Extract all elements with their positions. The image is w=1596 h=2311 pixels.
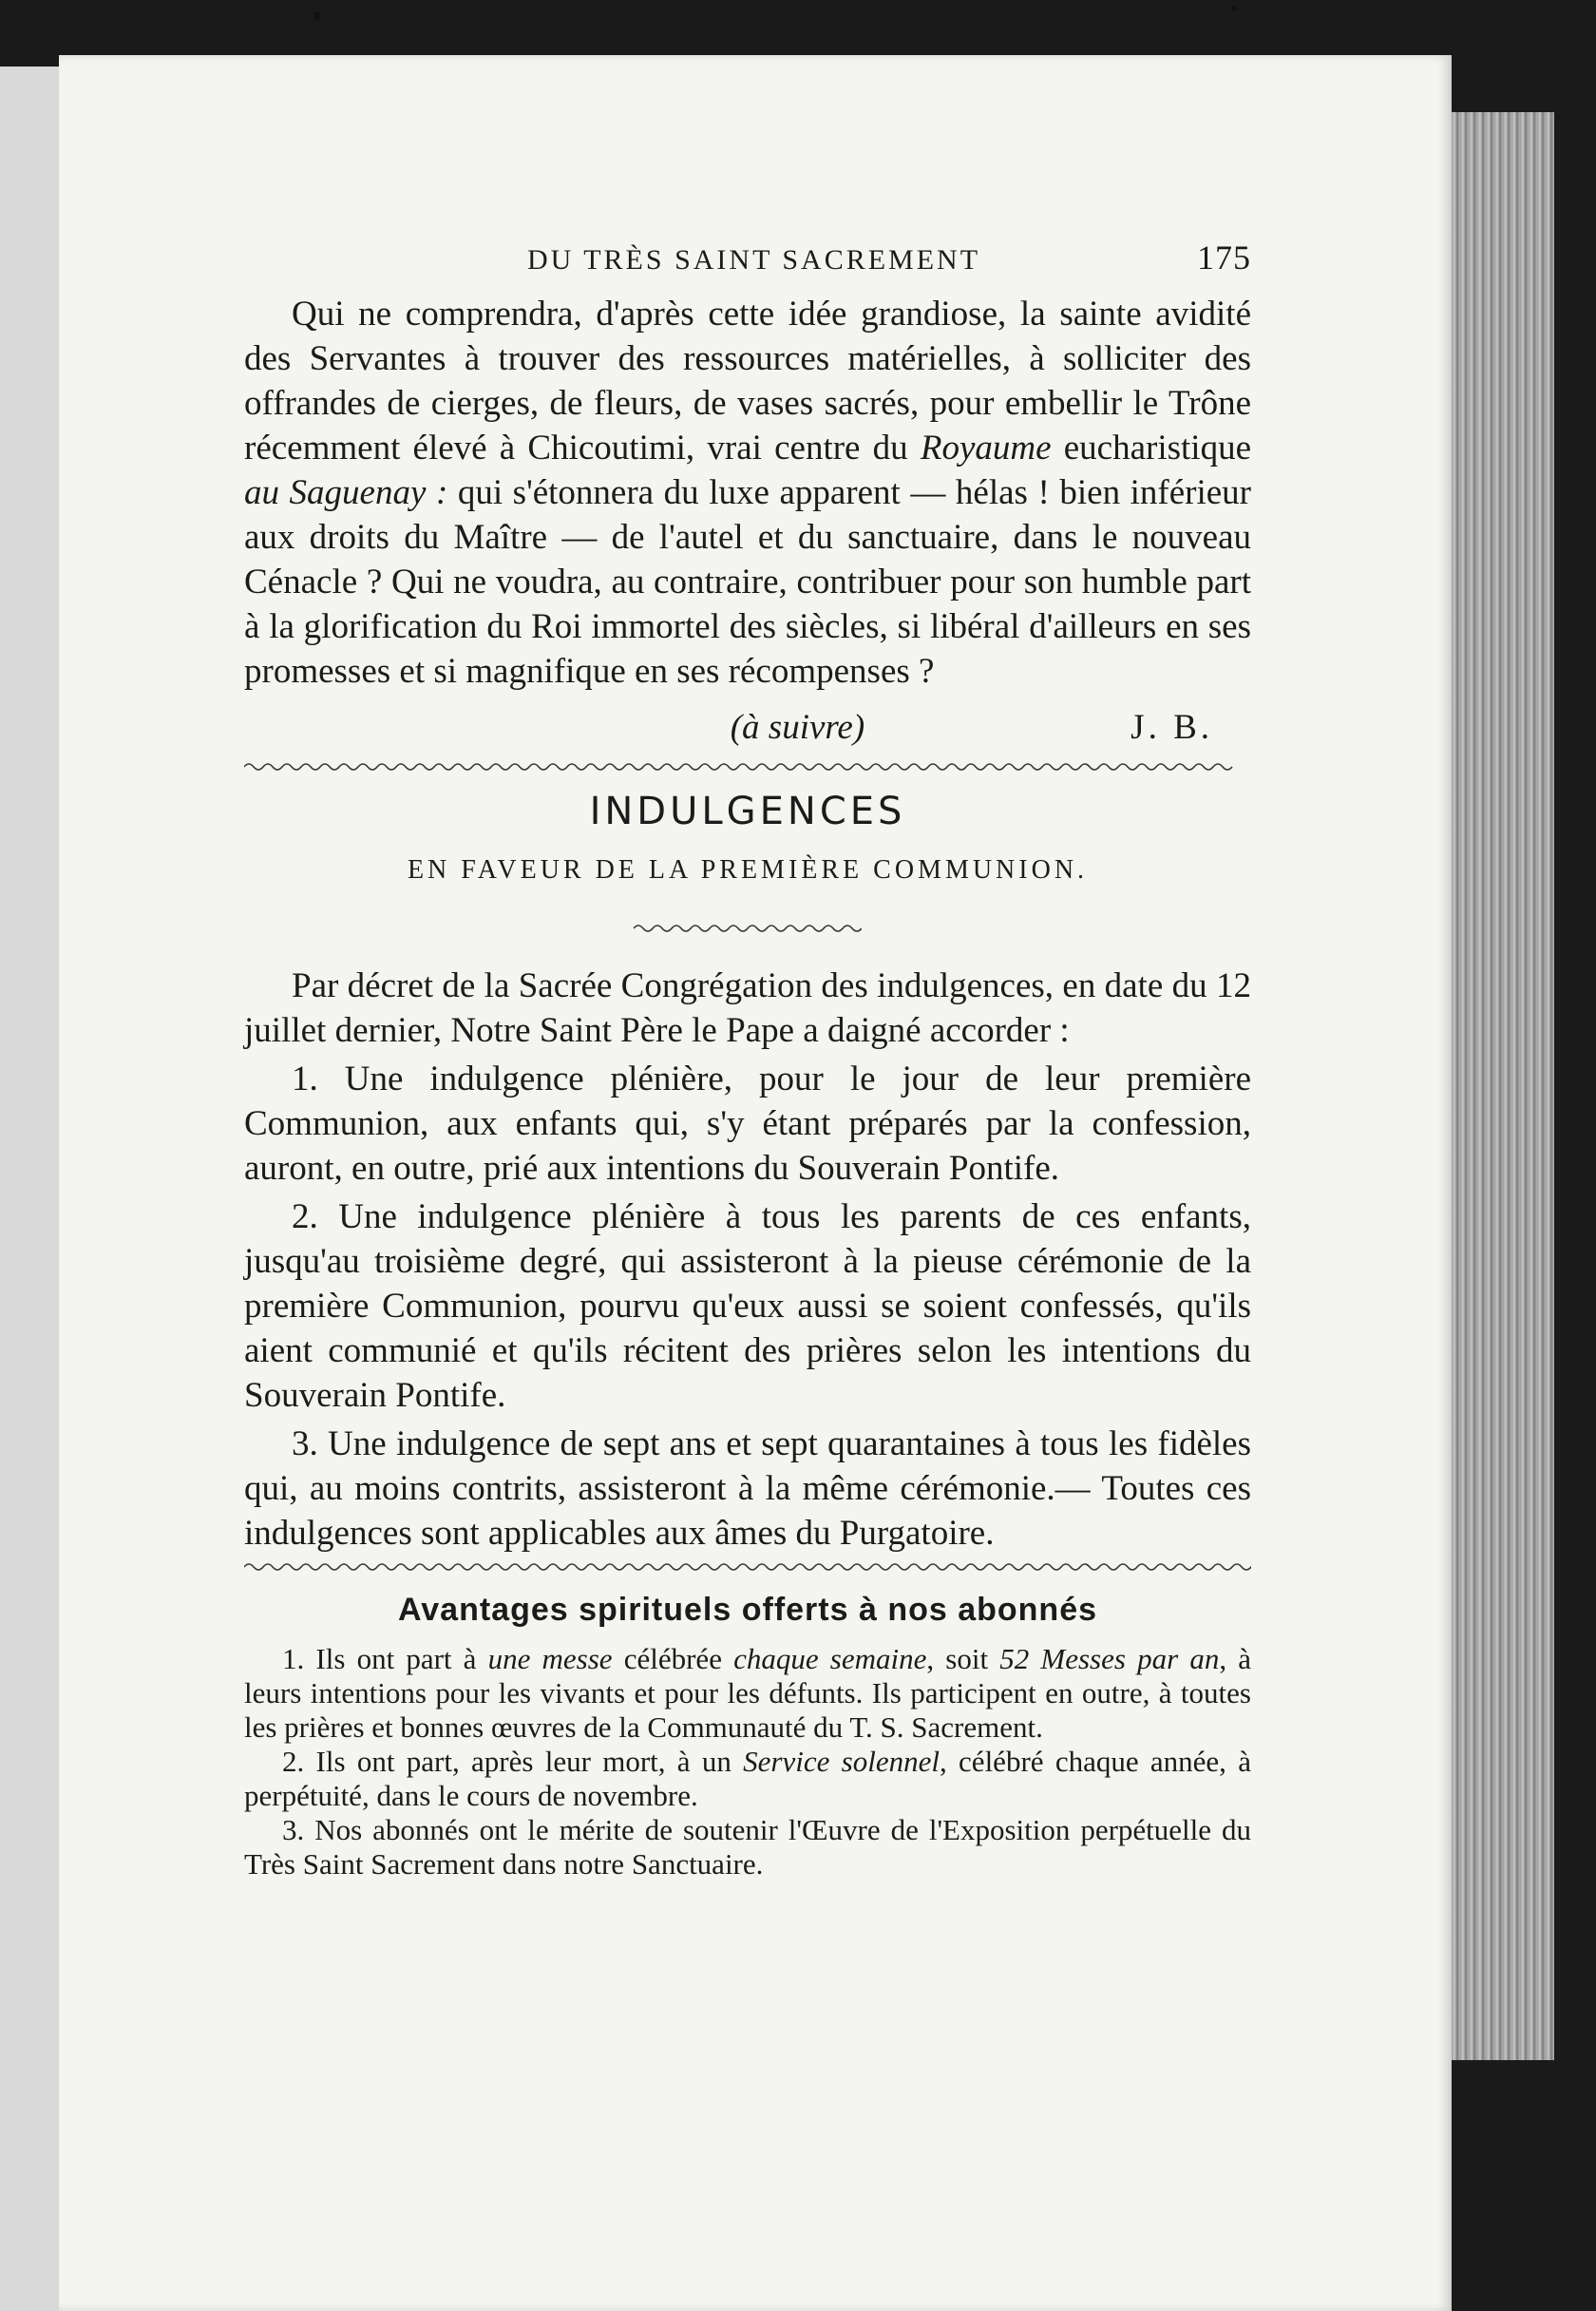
avantage-2-em-b: Service solennel <box>743 1745 940 1778</box>
avantage-1-em-d: chaque semaine <box>733 1642 927 1675</box>
wavy-divider <box>244 759 1251 774</box>
intro-text-1: Qui ne comprendra, d'après cette idée grandiose, la sainte avidité des Servantes à trouver des ressources matérielles, à solliciter des offrandes de cierges, de fleurs, de vases sacrés, pour embellir le Trône récemment élevé à Chicoutimi, vrai centre du <box>244 295 1251 468</box>
running-head-title: DU TRÈS SAINT SACREMENT <box>526 244 981 276</box>
avantage-item-3: 3. Nos abonnés ont le mérite de soutenir l'Œuvre de l'Exposition perpétuelle du Très Saint Sacrement dans notre Sanctuaire. <box>244 1813 1251 1881</box>
avantage-item-2 <box>244 1745 1251 1813</box>
to-be-continued: (à suivre) <box>730 708 865 747</box>
avantage-1-text-a: 1. Ils ont part à <box>282 1642 488 1675</box>
avantages-list <box>244 1642 1251 1881</box>
avantage-1-text-e: , soit <box>926 1642 1000 1675</box>
intro-paragraph <box>244 292 1251 694</box>
avantages-title: Avantages spirituels offerts à nos abonnés <box>397 1592 1098 1628</box>
page-number: 175 <box>1197 239 1251 277</box>
page-content <box>244 236 1251 1881</box>
indulgences-title: INDULGENCES <box>589 790 906 833</box>
avantage-1-text-c: célébrée <box>612 1642 734 1675</box>
intro-emphasis-2: au Saguenay : <box>244 473 448 512</box>
avantage-2-text-c: , célébré chaque année, à perpétuité, dans le cours de novembre. <box>244 1745 1251 1812</box>
speck <box>1231 6 1237 11</box>
page-stack-edge <box>1452 112 1554 2060</box>
intro-text-3: qui s'étonnera du luxe apparent — hélas ! bien inférieur aux droits du Maître — de l'autel et du sanctuaire, dans le nouveau Cénacle ? Qui ne voudra, au contraire, contribuer pour son humble part à la glorification du Roi immortel des siècles, si libéral d'ailleurs en ses promesses et si magnifique en ses récompenses ? <box>244 473 1252 691</box>
running-head <box>244 236 1251 282</box>
intro-emphasis-1: Royaume <box>920 429 1052 468</box>
short-wavy-divider <box>634 902 862 946</box>
signature: J. B. <box>1130 708 1213 747</box>
indulgence-item-3: 3. Une indulgence de sept ans et sept quarantaines à tous les fidèles qui, au moins contrits, assisteront à la même cérémonie.— Toutes ces indulgences sont applicables aux âmes du Purgatoire. <box>244 1424 1251 1553</box>
speck <box>314 11 321 21</box>
avantage-1-em-f: 52 Messes par an <box>999 1642 1220 1675</box>
indulgences-subtitle: EN FAVEUR DE LA PREMIÈRE COMMUNION. <box>407 855 1089 885</box>
book-page <box>59 55 1452 2311</box>
wavy-divider <box>244 1559 1251 1575</box>
avantage-1-text-g: , à leurs intentions pour les vivants et pour les défunts. Ils participent en outre, à toutes les prières et bonnes œuvres de la Communauté du T. S. Sacrement. <box>244 1642 1251 1744</box>
indulgence-item-1: 1. Une indulgence plénière, pour le jour de leur première Communion, aux enfants qui, s'y étant préparés par la confession, auront, en outre, prié aux intentions du Souverain Pontife. <box>244 1060 1251 1188</box>
avantage-item-1 <box>244 1642 1251 1745</box>
avantage-2-text-a: 2. Ils ont part, après leur mort, à un <box>282 1745 744 1778</box>
avantage-1-em-b: une messe <box>487 1642 613 1675</box>
intro-text-2: eucharistique <box>1051 429 1251 468</box>
left-page-edge <box>0 67 66 2311</box>
indulgence-item-2: 2. Une indulgence plénière à tous les parents de ces enfants, jusqu'au troisième degré, qui assisteront à la pieuse cérémonie de la première Communion, pourvu qu'eux aussi se soient confessés, qu'ils aient communié et qu'ils récitent des prières selon les intentions du Souverain Pontife. <box>244 1197 1251 1415</box>
signoff <box>244 705 1251 750</box>
indulgences-intro: Par décret de la Sacrée Congrégation des indulgences, en date du 12 juillet dernier, Notre Saint Père le Pape a daigné accorder : <box>244 966 1251 1050</box>
